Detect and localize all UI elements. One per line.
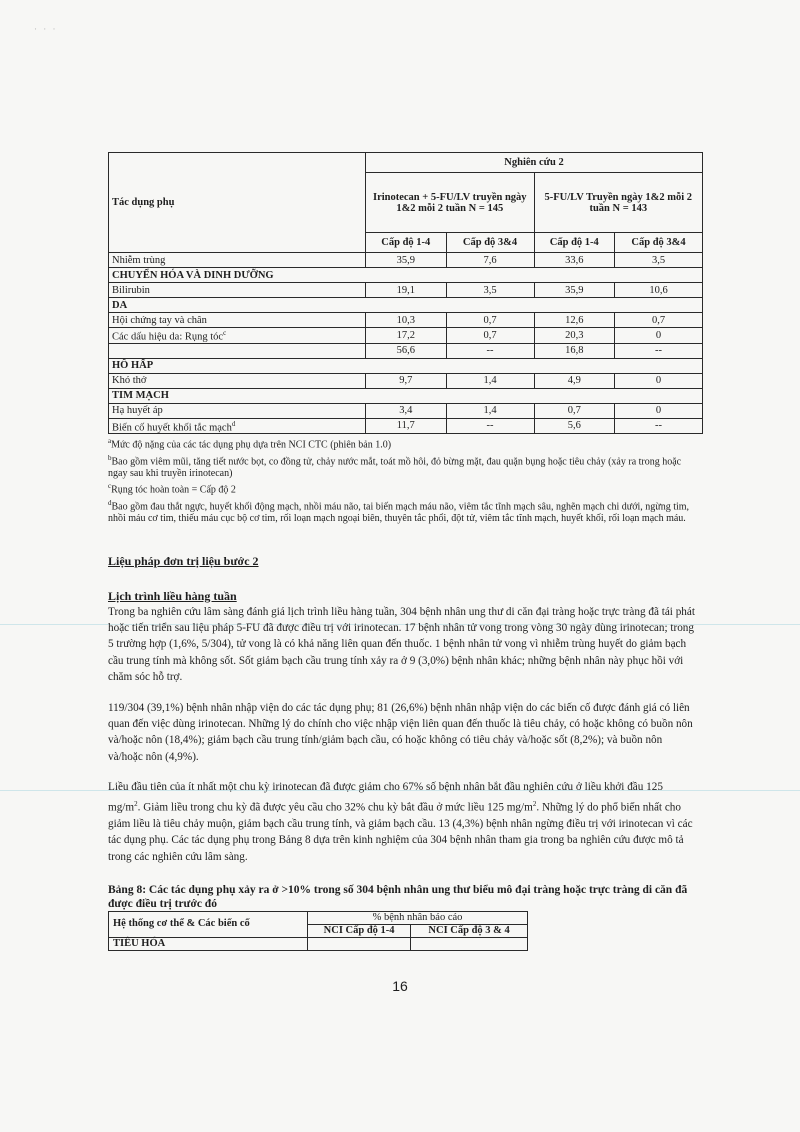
cell: 11,7 [366,418,447,434]
cell [411,937,528,950]
cell: -- [615,418,703,434]
adverse-events-table [108,152,703,434]
cell: 3,5 [446,283,534,298]
cell: 19,1 [366,283,447,298]
cell: 33,6 [534,253,615,268]
table-8 [108,911,528,951]
cell: 0,7 [534,403,615,418]
cell: 0,7 [446,328,534,344]
cell: 0,7 [446,313,534,328]
cell: 16,8 [534,343,615,358]
table-row [109,343,703,358]
cell: 3,4 [366,403,447,418]
section-row [109,268,703,283]
subsection-heading: Lịch trình liều hàng tuần [108,588,237,603]
row-label: Bilirubin [109,283,366,298]
group-header: % bệnh nhân báo cáo [308,911,528,924]
cell: 4,9 [534,373,615,388]
cell: 0 [615,373,703,388]
row-label: Các dấu hiệu da: Rụng tóc$^c$ [109,328,366,344]
section-row [109,358,703,373]
paragraph: 119/304 (39,1%) bệnh nhân nhập viện do các tác dụng phụ; 81 (26,6%) bệnh nhân nhập viện do các biến cố được đánh giá có liên quan đến việc dùng irinotecan. Những lý do chính cho việc nhập viện liên quan đến thuốc là tiêu chảy, có hoặc không có buồn nôn và/hoặc nôn (18,4%); giảm bạch cầu trung tính/giảm bạch cầu, có hoặc không có tiêu chảy và/hoặc sốt (8,2%); và buồn nôn và/hoặc nôn (4,9%). [108,701,693,763]
document-body [108,152,708,951]
cell: 9,7 [366,373,447,388]
cell: 3,5 [615,253,703,268]
cell: 35,9 [534,283,615,298]
section-row [109,298,703,313]
grade-col: Cấp độ 3&4 [615,233,703,253]
section-row [109,388,703,403]
grade-col: Cấp độ 1-4 [534,233,615,253]
paragraph: Liều đầu tiên của ít nhất một chu kỳ irinotecan đã được giảm cho 67% số bệnh nhân bắt đầu nghiên cứu ở liều khởi đầu 125 $mg/m^2$. Giảm liều trong chu kỳ đã được yêu cầu cho 32% chu kỳ bắt đầu ở mức liều 125 $mg/m^2$. Những lý do phổ biến nhất cho giảm liều là tiêu chảy muộn, giảm bạch cầu trung tính, và giảm bạch cầu. 13 (4,3%) bệnh nhân ngừng điều trị với irinotecan vì các tác dụng phụ. Các tác dụng phụ trong Bảng 8 dựa trên kinh nghiệm của 304 bệnh nhân tham gia trong ba nghiên cứu được mô tả trong các nghiên cứu lâm sàng. [108,781,693,863]
cell [308,937,411,950]
arm1-header: Irinotecan + 5-FU/LV truyền ngày 1&2 mỗi 2 tuần N = 145 [366,173,535,233]
row-label: Hạ huyết áp [109,403,366,418]
cell: 5,6 [534,418,615,434]
table-row [109,373,703,388]
cell: 35,9 [366,253,447,268]
col-header: NCI Cấp độ 3 & 4 [411,924,528,937]
cell: -- [446,418,534,434]
cell: 0 [615,403,703,418]
row-label: Khó thở [109,373,366,388]
cell: 7,6 [446,253,534,268]
table-row [109,403,703,418]
cell: 10,6 [615,283,703,298]
table-row [109,283,703,298]
footnote: $^a$Mức độ nặng của các tác dụng phụ dựa trên NCI CTC (phiên bản 1.0) [108,437,392,451]
footnote: $^b$Bao gồm viêm mũi, tăng tiết nước bọt, co đồng tử, chảy nước mắt, toát mồ hôi, đỏ bừng mặt, đau quặn bụng hoặc tiêu chảy (xảy ra trong hoặc ngay sau khi truyền irinotecan) [108,453,682,480]
grade-col: Cấp độ 3&4 [446,233,534,253]
row-label [109,343,366,358]
grade-col: Cấp độ 1-4 [366,233,447,253]
row-label: Nhiễm trùng [109,253,366,268]
table-row [109,253,703,268]
section-label: DA [109,298,703,313]
table-row [109,313,703,328]
table-row-header: Tác dụng phụ [109,153,366,253]
section-label: TIÊU HÓA [109,937,308,950]
table-footnotes [108,435,698,526]
study-header: Nghiên cứu 2 [366,153,703,173]
section-label: HÔ HẤP [109,358,703,373]
cell: 12,6 [534,313,615,328]
cell: 17,2 [366,328,447,344]
page-number: 16 [392,978,408,994]
section-heading: Liệu pháp đơn trị liệu bước 2 [108,553,259,568]
table-row-header: Hệ thống cơ thể & Các biến cố [109,911,308,937]
table-caption: Bảng 8: Các tác dụng phụ xảy ra ở >10% trong số 304 bệnh nhân ung thư biểu mô đại tràng hoặc trực tràng di căn đã được điều trị trước đó [108,883,688,910]
footnote: $^c$Rụng tóc hoàn toàn = Cấp độ 2 [108,482,236,496]
footnote: $^d$Bao gồm đau thắt ngực, huyết khối động mạch, nhồi máu não, tai biến mạch máu não, viêm tắc tĩnh mạch sâu, nghẽn mạch chi dưới, ngừng tim, nhồi máu cơ tim, thiếu máu cục bộ cơ tim, rối loạn mạch ngoại biên, thuyên tắc phổi, đột tử, viêm tắc tĩnh mạch, huyết khối, rối loạn mạch máu. [108,498,690,525]
cell: 20,3 [534,328,615,344]
col-header: NCI Cấp độ 1-4 [308,924,411,937]
table-row [109,328,703,344]
cell: -- [446,343,534,358]
paragraph: Trong ba nghiên cứu lâm sàng đánh giá lịch trình liều hàng tuần, 304 bệnh nhân ung thư di căn đại tràng hoặc trực tràng đã tái phát hoặc tiến triển sau liệu pháp 5-FU đã được điều trị với irinotecan. 17 bệnh nhân tử vong trong vòng 30 ngày dùng irinotecan; trong 5 trường hợp (1,6%, 5/304), tử vong là có khả năng liên quan đến thuốc. 1 bệnh nhân tử vong vì nhiễm trùng huyết do giảm bạch cầu trung tính mà không sốt. Sốt giảm bạch cầu trung tính xảy ra ở 9 (3,0%) bệnh nhân khác; những bệnh nhân này phục hồi với chăm sóc hỗ trợ. [108,605,695,684]
cell: 1,4 [446,403,534,418]
scan-mark: · · · [34,24,58,34]
section-label: TIM MẠCH [109,388,703,403]
table-row [109,418,703,434]
section-label: CHUYỂN HÓA VÀ DINH DƯỠNG [109,268,703,283]
cell: 1,4 [446,373,534,388]
row-label: Hội chứng tay và chân [109,313,366,328]
cell: 10,3 [366,313,447,328]
arm2-header: 5-FU/LV Truyền ngày 1&2 mỗi 2 tuần N = 143 [534,173,702,233]
cell: 56,6 [366,343,447,358]
cell: -- [615,343,703,358]
cell: 0 [615,328,703,344]
cell: 0,7 [615,313,703,328]
row-label: Biến cố huyết khối tắc mạch$^d$ [109,418,366,434]
